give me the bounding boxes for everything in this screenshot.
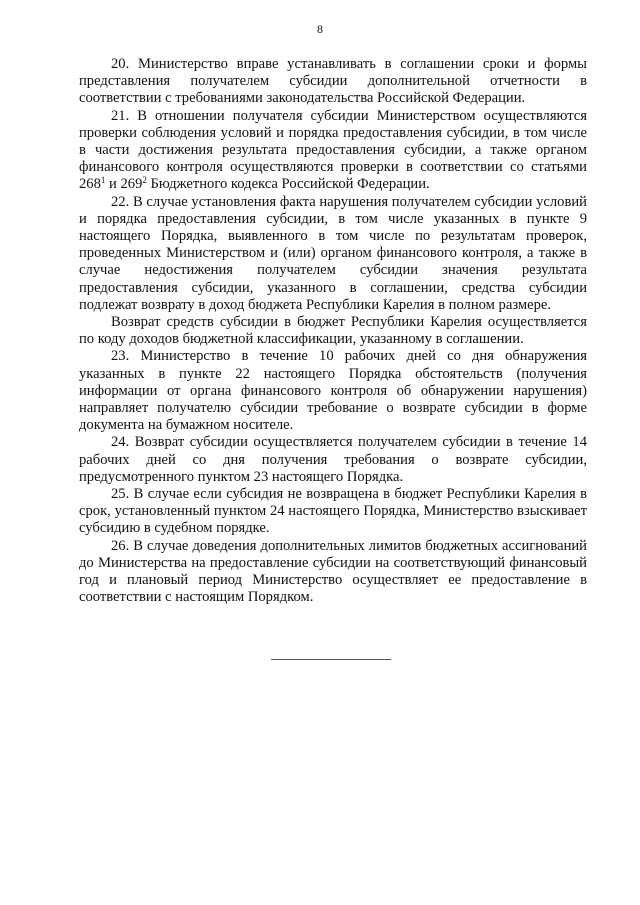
paragraph-21: [79, 108, 587, 194]
page-number: 8: [317, 22, 323, 36]
paragraph-21-text-3: Бюджетного кодекса Российской Федерации.: [146, 176, 430, 193]
document-body: [79, 56, 587, 607]
paragraph-26: 26. В случае доведения дополнительных лимитов бюджетных ассигнований до Министерства на предоставление субсидии на соответствующий финансовый год и плановый период Министерство осуществляет ее предоставление в соответствии с настоящим Порядком.: [79, 537, 587, 606]
article-269-superscript: 2: [142, 175, 147, 186]
paragraph-21-text-1: 21. В отношении получателя субсидии Министерством осуществляются проверки соблюдения условий и порядка предоставления субсидии, в том числе в части достижения результата предоставления субсидии, а также органом финансового контроля осуществляются проверки в соответствии со статьями 268: [79, 107, 587, 193]
paragraph-25: 25. В случае если субсидия не возвращена в бюджет Республики Карелия в срок, установленный пунктом 24 настоящего Порядка, Министерство взыскивает субсидию в судебном порядке.: [79, 486, 587, 537]
paragraph-24: 24. Возврат субсидии осуществляется получателем субсидии в течение 14 рабочих дней со дня получения требования о возврате субсидии, предусмотренного пунктом 23 настоящего Порядка.: [79, 434, 587, 485]
paragraph-20: 20. Министерство вправе устанавливать в соглашении сроки и формы представления получателем субсидии дополнительной отчетности в соответствии с требованиями законодательства Российской Федерации.: [79, 56, 587, 107]
paragraph-22-refund: Возврат средств субсидии в бюджет Республики Карелия осуществляется по коду доходов бюджетной классификации, указанному в соглашении.: [79, 314, 587, 348]
paragraph-23: 23. Министерство в течение 10 рабочих дней со дня обнаружения указанных в пункте 22 настоящего Порядка обстоятельств (получения информации от органа финансового контроля об обнаружении нарушения) направляет получателю субсидии требование о возврате субсидии в форме документа на бумажном носителе.: [79, 348, 587, 434]
end-divider: [271, 659, 391, 660]
paragraph-21-text-2: и 269: [105, 176, 143, 193]
paragraph-22: 22. В случае установления факта нарушения получателем субсидии условий и порядка предоставления субсидии, в том числе указанных в пункте 9 настоящего Порядка, выявленного в том числе по результатам проверок, проведенных Министерством и (или) органом финансового контроля, а также в случае недостижения получателем субсидии значения результата предоставления субсидии, указанного в соглашении, средства субсидии подлежат возврату в доход бюджета Республики Карелия в полном размере.: [79, 193, 587, 313]
article-268-superscript: 1: [100, 175, 106, 186]
